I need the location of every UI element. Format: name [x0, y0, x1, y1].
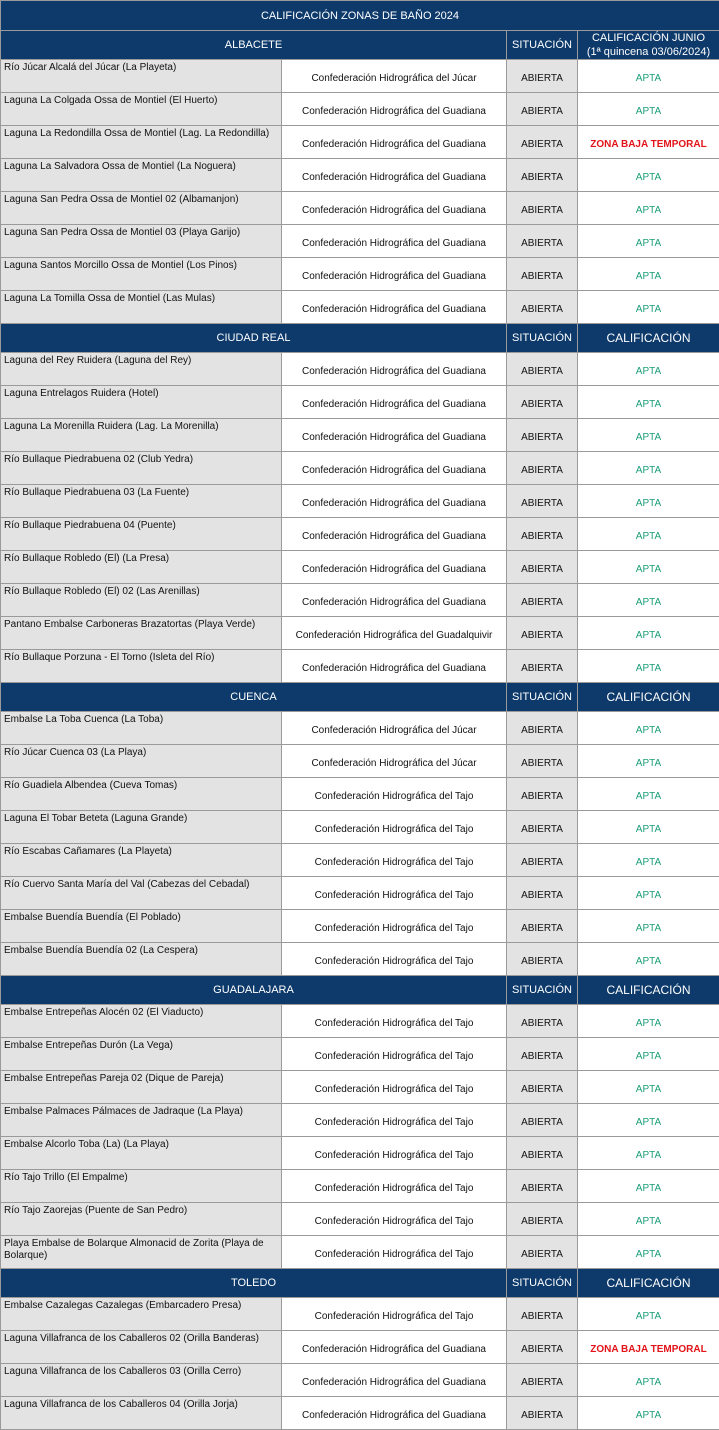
- table-row: [1, 419, 719, 452]
- section-title: GUADALAJARA: [1, 976, 507, 1005]
- confederation-cell: Confederación Hidrográfica del Tajo: [282, 811, 507, 844]
- situation-cell: ABIERTA: [507, 778, 578, 811]
- zone-name-cell: Embalse Entrepeñas Durón (La Vega): [1, 1038, 282, 1071]
- situation-cell: ABIERTA: [507, 192, 578, 225]
- confederation-cell: Confederación Hidrográfica del Guadiana: [282, 452, 507, 485]
- confederation-cell: Confederación Hidrográfica del Tajo: [282, 910, 507, 943]
- qualification-cell: APTA: [578, 1005, 719, 1038]
- table-row: [1, 1038, 719, 1071]
- table-row: [1, 1331, 719, 1364]
- zone-name-cell: Laguna Villafranca de los Caballeros 02 (Orilla Banderas): [1, 1331, 282, 1364]
- situation-cell: ABIERTA: [507, 650, 578, 683]
- situation-cell: ABIERTA: [507, 745, 578, 778]
- zone-name-cell: Playa Embalse de Bolarque Almonacid de Zorita (Playa de Bolarque): [1, 1236, 282, 1269]
- confederation-cell: Confederación Hidrográfica del Guadiana: [282, 353, 507, 386]
- confederation-cell: Confederación Hidrográfica del Tajo: [282, 1203, 507, 1236]
- confederation-cell: Confederación Hidrográfica del Guadiana: [282, 258, 507, 291]
- table-row: [1, 1104, 719, 1137]
- zone-name-cell: Laguna Entrelagos Ruidera (Hotel): [1, 386, 282, 419]
- section-header: [1, 324, 719, 353]
- zone-name-cell: Laguna La Morenilla Ruidera (Lag. La Morenilla): [1, 419, 282, 452]
- situation-cell: ABIERTA: [507, 1104, 578, 1137]
- table-row: [1, 452, 719, 485]
- table-row: [1, 1397, 719, 1430]
- situation-cell: ABIERTA: [507, 126, 578, 159]
- table-row: [1, 1170, 719, 1203]
- confederation-cell: Confederación Hidrográfica del Tajo: [282, 1137, 507, 1170]
- table-row: [1, 1236, 719, 1269]
- zone-name-cell: Río Bullaque Porzuna - El Torno (Isleta del Río): [1, 650, 282, 683]
- table-row: [1, 518, 719, 551]
- situacion-header: SITUACIÓN: [507, 324, 578, 353]
- confederation-cell: Confederación Hidrográfica del Guadiana: [282, 386, 507, 419]
- confederation-cell: Confederación Hidrográfica del Guadiana: [282, 291, 507, 324]
- zone-name-cell: Río Tajo Trillo (El Empalme): [1, 1170, 282, 1203]
- situation-cell: ABIERTA: [507, 419, 578, 452]
- zone-name-cell: Río Bullaque Piedrabuena 04 (Puente): [1, 518, 282, 551]
- zone-name-cell: Laguna San Pedra Ossa de Montiel 02 (Albamanjon): [1, 192, 282, 225]
- situation-cell: ABIERTA: [507, 386, 578, 419]
- situation-cell: ABIERTA: [507, 1298, 578, 1331]
- zone-name-cell: Río Bullaque Robledo (El) 02 (Las Arenillas): [1, 584, 282, 617]
- situacion-header: SITUACIÓN: [507, 1269, 578, 1298]
- zone-name-cell: Laguna La Colgada Ossa de Montiel (El Huerto): [1, 93, 282, 126]
- qualification-cell: APTA: [578, 485, 719, 518]
- zone-name-cell: Pantano Embalse Carboneras Brazatortas (Playa Verde): [1, 617, 282, 650]
- zone-name-cell: Río Júcar Alcalá del Júcar (La Playeta): [1, 60, 282, 93]
- confederation-cell: Confederación Hidrográfica del Tajo: [282, 1005, 507, 1038]
- qualification-cell: ZONA BAJA TEMPORAL: [578, 1331, 719, 1364]
- zone-name-cell: Embalse Alcorlo Toba (La) (La Playa): [1, 1137, 282, 1170]
- table-row: [1, 1364, 719, 1397]
- qualification-cell: APTA: [578, 1298, 719, 1331]
- table-row: [1, 617, 719, 650]
- zone-name-cell: Laguna El Tobar Beteta (Laguna Grande): [1, 811, 282, 844]
- zone-name-cell: Embalse La Toba Cuenca (La Toba): [1, 712, 282, 745]
- situacion-header: SITUACIÓN: [507, 683, 578, 712]
- calificacion-header: CALIFICACIÓN: [578, 324, 719, 353]
- calificacion-header: CALIFICACIÓN: [578, 683, 719, 712]
- qualification-cell: APTA: [578, 1236, 719, 1269]
- zone-name-cell: Embalse Palmaces Pálmaces de Jadraque (La Playa): [1, 1104, 282, 1137]
- calificacion-header: [578, 31, 719, 60]
- table-row: [1, 386, 719, 419]
- table-row: [1, 844, 719, 877]
- zone-name-cell: Laguna Santos Morcillo Ossa de Montiel (Los Pinos): [1, 258, 282, 291]
- zone-name-cell: Laguna del Rey Ruidera (Laguna del Rey): [1, 353, 282, 386]
- qualification-cell: APTA: [578, 811, 719, 844]
- qualification-cell: APTA: [578, 258, 719, 291]
- situation-cell: ABIERTA: [507, 1203, 578, 1236]
- situation-cell: ABIERTA: [507, 943, 578, 976]
- qualification-cell: ZONA BAJA TEMPORAL: [578, 126, 719, 159]
- qualification-cell: APTA: [578, 353, 719, 386]
- qualification-cell: APTA: [578, 1397, 719, 1430]
- table-row: [1, 60, 719, 93]
- confederation-cell: Confederación Hidrográfica del Guadiana: [282, 93, 507, 126]
- confederation-cell: Confederación Hidrográfica del Tajo: [282, 1298, 507, 1331]
- qualification-cell: APTA: [578, 518, 719, 551]
- zone-name-cell: Laguna La Salvadora Ossa de Montiel (La Noguera): [1, 159, 282, 192]
- table-row: [1, 910, 719, 943]
- title-row: [1, 1, 719, 31]
- zone-name-cell: Río Cuervo Santa María del Val (Cabezas del Cebadal): [1, 877, 282, 910]
- confederation-cell: Confederación Hidrográfica del Guadiana: [282, 192, 507, 225]
- situation-cell: ABIERTA: [507, 452, 578, 485]
- confederation-cell: Confederación Hidrográfica del Guadiana: [282, 1331, 507, 1364]
- situation-cell: ABIERTA: [507, 712, 578, 745]
- zone-name-cell: Embalse Entrepeñas Pareja 02 (Dique de Pareja): [1, 1071, 282, 1104]
- table-body: [1, 1, 719, 1430]
- zone-name-cell: Laguna Villafranca de los Caballeros 04 (Orilla Jorja): [1, 1397, 282, 1430]
- table-row: [1, 159, 719, 192]
- zone-name-cell: Embalse Cazalegas Cazalegas (Embarcadero Presa): [1, 1298, 282, 1331]
- confederation-cell: Confederación Hidrográfica del Tajo: [282, 943, 507, 976]
- confederation-cell: Confederación Hidrográfica del Júcar: [282, 712, 507, 745]
- zone-name-cell: Río Tajo Zaorejas (Puente de San Pedro): [1, 1203, 282, 1236]
- table-row: [1, 485, 719, 518]
- table-row: [1, 126, 719, 159]
- confederation-cell: Confederación Hidrográfica del Guadiana: [282, 419, 507, 452]
- confederation-cell: Confederación Hidrográfica del Guadiana: [282, 551, 507, 584]
- qualification-cell: APTA: [578, 60, 719, 93]
- confederation-cell: Confederación Hidrográfica del Tajo: [282, 1038, 507, 1071]
- zone-name-cell: Río Bullaque Robledo (El) (La Presa): [1, 551, 282, 584]
- table-row: [1, 712, 719, 745]
- qualification-cell: APTA: [578, 1137, 719, 1170]
- qualification-cell: APTA: [578, 650, 719, 683]
- calificacion-header: CALIFICACIÓN: [578, 1269, 719, 1298]
- qualification-cell: APTA: [578, 1071, 719, 1104]
- zone-name-cell: Río Bullaque Piedrabuena 03 (La Fuente): [1, 485, 282, 518]
- zone-name-cell: Laguna La Redondilla Ossa de Montiel (Lag. La Redondilla): [1, 126, 282, 159]
- qualification-cell: APTA: [578, 192, 719, 225]
- confederation-cell: Confederación Hidrográfica del Guadiana: [282, 1397, 507, 1430]
- situation-cell: ABIERTA: [507, 1071, 578, 1104]
- table-row: [1, 551, 719, 584]
- situation-cell: ABIERTA: [507, 1364, 578, 1397]
- confederation-cell: Confederación Hidrográfica del Guadiana: [282, 225, 507, 258]
- section-header: [1, 683, 719, 712]
- qualification-cell: APTA: [578, 1104, 719, 1137]
- situacion-header: SITUACIÓN: [507, 31, 578, 60]
- confederation-cell: Confederación Hidrográfica del Tajo: [282, 1236, 507, 1269]
- table-row: [1, 811, 719, 844]
- table-row: [1, 877, 719, 910]
- table-row: [1, 353, 719, 386]
- zone-name-cell: Río Guadiela Albendea (Cueva Tomas): [1, 778, 282, 811]
- zone-name-cell: Río Escabas Cañamares (La Playeta): [1, 844, 282, 877]
- table-row: [1, 584, 719, 617]
- zone-name-cell: Embalse Buendía Buendía 02 (La Cespera): [1, 943, 282, 976]
- section-title: TOLEDO: [1, 1269, 507, 1298]
- situation-cell: ABIERTA: [507, 551, 578, 584]
- zone-name-cell: Embalse Buendía Buendía (El Poblado): [1, 910, 282, 943]
- qualification-cell: APTA: [578, 584, 719, 617]
- confederation-cell: Confederación Hidrográfica del Tajo: [282, 1170, 507, 1203]
- table-row: [1, 93, 719, 126]
- qualification-cell: APTA: [578, 778, 719, 811]
- qualification-cell: APTA: [578, 745, 719, 778]
- calificacion-header-label: CALIFICACIÓN JUNIO: [578, 31, 719, 45]
- situation-cell: ABIERTA: [507, 1005, 578, 1038]
- situation-cell: ABIERTA: [507, 1038, 578, 1071]
- confederation-cell: Confederación Hidrográfica del Guadiana: [282, 126, 507, 159]
- situation-cell: ABIERTA: [507, 1397, 578, 1430]
- situation-cell: ABIERTA: [507, 291, 578, 324]
- confederation-cell: Confederación Hidrográfica del Tajo: [282, 844, 507, 877]
- confederation-cell: Confederación Hidrográfica del Júcar: [282, 60, 507, 93]
- qualification-cell: APTA: [578, 93, 719, 126]
- situation-cell: ABIERTA: [507, 811, 578, 844]
- section-title: ALBACETE: [1, 31, 507, 60]
- situation-cell: ABIERTA: [507, 353, 578, 386]
- situation-cell: ABIERTA: [507, 1137, 578, 1170]
- confederation-cell: Confederación Hidrográfica del Guadiana: [282, 485, 507, 518]
- confederation-cell: Confederación Hidrográfica del Guadiana: [282, 1364, 507, 1397]
- situacion-header: SITUACIÓN: [507, 976, 578, 1005]
- table-row: [1, 225, 719, 258]
- situation-cell: ABIERTA: [507, 877, 578, 910]
- section-title: CIUDAD REAL: [1, 324, 507, 353]
- situation-cell: ABIERTA: [507, 93, 578, 126]
- situation-cell: ABIERTA: [507, 1170, 578, 1203]
- qualification-cell: APTA: [578, 1203, 719, 1236]
- table-row: [1, 1137, 719, 1170]
- section-header: [1, 976, 719, 1005]
- qualification-cell: APTA: [578, 452, 719, 485]
- confederation-cell: Confederación Hidrográfica del Tajo: [282, 1104, 507, 1137]
- confederation-cell: Confederación Hidrográfica del Júcar: [282, 745, 507, 778]
- qualification-cell: APTA: [578, 877, 719, 910]
- zone-name-cell: Laguna La Tomilla Ossa de Montiel (Las Mulas): [1, 291, 282, 324]
- situation-cell: ABIERTA: [507, 258, 578, 291]
- table-row: [1, 943, 719, 976]
- situation-cell: ABIERTA: [507, 225, 578, 258]
- situation-cell: ABIERTA: [507, 844, 578, 877]
- confederation-cell: Confederación Hidrográfica del Guadalquivir: [282, 617, 507, 650]
- confederation-cell: Confederación Hidrográfica del Tajo: [282, 1071, 507, 1104]
- confederation-cell: Confederación Hidrográfica del Tajo: [282, 778, 507, 811]
- section-header: [1, 1269, 719, 1298]
- qualification-cell: APTA: [578, 844, 719, 877]
- qualification-cell: APTA: [578, 386, 719, 419]
- table-row: [1, 258, 719, 291]
- situation-cell: ABIERTA: [507, 159, 578, 192]
- zone-name-cell: Laguna Villafranca de los Caballeros 03 (Orilla Cerro): [1, 1364, 282, 1397]
- table-row: [1, 291, 719, 324]
- calificacion-header: CALIFICACIÓN: [578, 976, 719, 1005]
- confederation-cell: Confederación Hidrográfica del Tajo: [282, 877, 507, 910]
- qualification-cell: APTA: [578, 910, 719, 943]
- page-title: CALIFICACIÓN ZONAS DE BAÑO 2024: [1, 1, 719, 31]
- table-row: [1, 192, 719, 225]
- confederation-cell: Confederación Hidrográfica del Guadiana: [282, 518, 507, 551]
- situation-cell: ABIERTA: [507, 1331, 578, 1364]
- qualification-cell: APTA: [578, 1038, 719, 1071]
- table-row: [1, 1298, 719, 1331]
- zone-name-cell: Río Bullaque Piedrabuena 02 (Club Yedra): [1, 452, 282, 485]
- qualification-cell: APTA: [578, 159, 719, 192]
- table-row: [1, 1203, 719, 1236]
- confederation-cell: Confederación Hidrográfica del Guadiana: [282, 650, 507, 683]
- situation-cell: ABIERTA: [507, 518, 578, 551]
- qualification-cell: APTA: [578, 291, 719, 324]
- confederation-cell: Confederación Hidrográfica del Guadiana: [282, 584, 507, 617]
- table-row: [1, 778, 719, 811]
- table-row: [1, 745, 719, 778]
- qualification-cell: APTA: [578, 225, 719, 258]
- section-title: CUENCA: [1, 683, 507, 712]
- situation-cell: ABIERTA: [507, 910, 578, 943]
- qualification-cell: APTA: [578, 1364, 719, 1397]
- situation-cell: ABIERTA: [507, 485, 578, 518]
- situation-cell: ABIERTA: [507, 617, 578, 650]
- calificacion-header-sublabel: (1ª quincena 03/06/2024): [578, 45, 719, 59]
- zone-name-cell: Laguna San Pedra Ossa de Montiel 03 (Playa Garijo): [1, 225, 282, 258]
- section-header: [1, 31, 719, 60]
- table-row: [1, 1005, 719, 1038]
- qualification-cell: APTA: [578, 617, 719, 650]
- qualification-cell: APTA: [578, 419, 719, 452]
- situation-cell: ABIERTA: [507, 60, 578, 93]
- zone-name-cell: Río Júcar Cuenca 03 (La Playa): [1, 745, 282, 778]
- zone-name-cell: Embalse Entrepeñas Alocén 02 (El Viaducto): [1, 1005, 282, 1038]
- situation-cell: ABIERTA: [507, 584, 578, 617]
- qualification-cell: APTA: [578, 1170, 719, 1203]
- situation-cell: ABIERTA: [507, 1236, 578, 1269]
- table-row: [1, 650, 719, 683]
- qualification-cell: APTA: [578, 551, 719, 584]
- confederation-cell: Confederación Hidrográfica del Guadiana: [282, 159, 507, 192]
- qualification-cell: APTA: [578, 712, 719, 745]
- table-row: [1, 1071, 719, 1104]
- qualification-cell: APTA: [578, 943, 719, 976]
